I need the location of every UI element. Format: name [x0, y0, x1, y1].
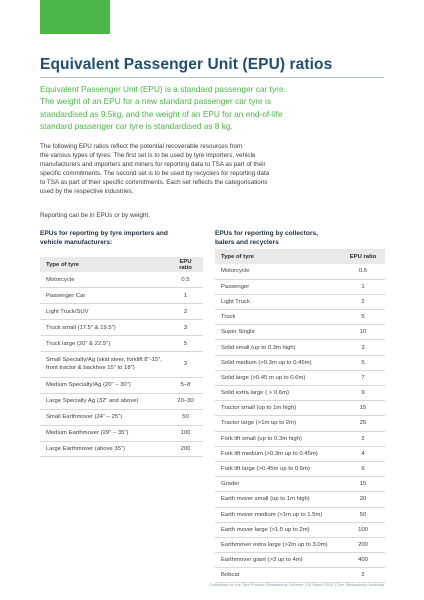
table-row	[215, 522, 385, 537]
body-line: specific commitments. The second set is to be used by recyclers for reporting data	[40, 169, 270, 177]
tyre-type-cell: Passenger	[215, 279, 341, 294]
table-row	[215, 446, 385, 461]
epu-ratio-cell: 50	[168, 409, 203, 425]
epu-ratio-cell: 5	[341, 310, 385, 325]
table-row	[215, 386, 385, 401]
page-footer: Guidelines for the Tyre Product Stewardship Scheme | 15 March 2019 | Tyre Stewardship Australia	[209, 582, 384, 587]
tyre-type-cell: Large Specialty Ag (32" and above)	[40, 393, 168, 409]
intro-line: standardised as 9.5kg, and the weight of an EPU for an end-of-life	[40, 108, 283, 119]
table-row	[215, 492, 385, 507]
epu-ratio-cell: 200	[341, 537, 385, 552]
epu-ratio-cell: 15	[341, 401, 385, 416]
tyre-type-cell: Fork lift large (>0.45m up to 0.6m)	[215, 461, 341, 476]
title-divider	[40, 77, 384, 78]
table-row	[40, 320, 203, 336]
tyre-type-cell: Earth mover large (>1.5 up to 2m)	[215, 522, 341, 537]
tyre-type-cell: Grader	[215, 477, 341, 492]
epu-ratio-cell: 9	[341, 386, 385, 401]
tyre-type-cell: Truck large (20" & 22.5")	[40, 336, 168, 352]
table-row	[40, 409, 203, 425]
epu-ratio-cell: 7	[341, 370, 385, 385]
table-row	[215, 325, 385, 340]
table-row	[215, 537, 385, 552]
tyre-type-cell: Solid medium (>0.3m up to 0.45m)	[215, 355, 341, 370]
epu-ratio-cell: 0.5	[168, 272, 203, 288]
body-line: to TSA as part of their specific commitments. Each set reflects the categorisations	[40, 178, 268, 186]
importers-heading-line: EPUs for reporting by tyre importers and	[40, 230, 168, 237]
tyre-type-cell: Passenger Car	[40, 288, 168, 304]
tyre-type-cell: Motorcycle	[215, 264, 341, 279]
epu-ratio-cell: 3	[341, 340, 385, 355]
epu-ratio-cell: 5	[168, 336, 203, 352]
tyre-type-cell: Fork lift medium (>0.3m up to 0.45m)	[215, 446, 341, 461]
recyclers-heading-line: EPUs for reporting by collectors,	[215, 230, 318, 237]
tyre-type-cell: Large Earthmover (above 35")	[40, 441, 168, 457]
table-row	[40, 351, 203, 377]
tyre-type-cell: Small Earthmover (24" – 25")	[40, 409, 168, 425]
importers-heading	[40, 229, 168, 247]
table-row	[215, 553, 385, 568]
epu-ratio-cell: 6	[341, 461, 385, 476]
table-row	[215, 355, 385, 370]
table-header-row	[215, 249, 385, 264]
table-row	[40, 377, 203, 393]
tyre-type-cell: Bobcat	[215, 568, 341, 583]
recyclers-table-body	[215, 264, 385, 583]
epu-ratio-cell: 1	[168, 288, 203, 304]
tyre-type-cell: Earthmover giant (>3 up to 4m)	[215, 553, 341, 568]
body-line: manufacturers and importers and miners for reporting data to TSA as part of their	[40, 160, 266, 168]
epu-ratio-cell: 2	[341, 568, 385, 583]
table-row	[40, 304, 203, 320]
intro-line: Equivalent Passenger Unit (EPU) is a standard passenger car tyre.	[40, 84, 286, 94]
epu-ratio-cell: 2	[168, 304, 203, 320]
epu-ratio-cell: 2	[341, 431, 385, 446]
recyclers-heading	[215, 229, 318, 247]
epu-ratio-cell: 5	[341, 355, 385, 370]
importers-table-body	[40, 272, 203, 457]
epu-ratio-cell: 10	[341, 325, 385, 340]
tyre-type-cell: Small Specialty/Ag (skid steer, forklift 8"-15", front tractor & backhoe 15" to 18")	[40, 351, 168, 377]
tyre-type-cell: Fork lift small (up to 0.3m high)	[215, 431, 341, 446]
table-row	[215, 310, 385, 325]
epu-ratio-cell: 100	[168, 425, 203, 441]
tyre-type-cell: Truck	[215, 310, 341, 325]
table-row	[40, 441, 203, 457]
epu-ratio-cell: 3	[168, 320, 203, 336]
epu-ratio-cell: 4	[341, 446, 385, 461]
table-row	[215, 401, 385, 416]
table-row	[215, 279, 385, 294]
epu-ratio-cell: 400	[341, 553, 385, 568]
epu-ratio-cell: 20–30	[168, 393, 203, 409]
epu-ratio-cell: 0.5	[341, 264, 385, 279]
body-line: used by the respective industries.	[40, 187, 134, 195]
table-row	[40, 393, 203, 409]
ratio-column-header: EPU ratio	[341, 249, 385, 264]
importers-epu-table	[40, 257, 203, 457]
table-row	[40, 288, 203, 304]
type-column-header: Type of tyre	[40, 257, 168, 272]
table-row	[215, 340, 385, 355]
recyclers-epu-table	[215, 249, 385, 583]
body-line: The following EPU ratios reflect the potential recoverable resources from	[40, 143, 243, 150]
type-column-header: Type of tyre	[215, 249, 341, 264]
tyre-type-cell: Super Single	[215, 325, 341, 340]
body-paragraph	[40, 143, 384, 196]
tyre-type-cell: Earthmover extra large (>2m up to 3.0m)	[215, 537, 341, 552]
epu-ratio-cell: 25	[341, 416, 385, 431]
brand-green-block	[40, 0, 110, 34]
recyclers-heading-line: balers and recyclers	[215, 239, 279, 246]
tyre-type-cell: Solid large (>0.45 m up to 0.6m)	[215, 370, 341, 385]
table-row	[40, 336, 203, 352]
intro-paragraph	[40, 83, 384, 132]
epu-ratio-cell: 15	[341, 477, 385, 492]
table-row	[215, 264, 385, 279]
table-row	[215, 416, 385, 431]
table-row	[40, 425, 203, 441]
epu-ratio-cell: 5–8	[168, 377, 203, 393]
epu-ratio-cell: 200	[168, 441, 203, 457]
epu-ratio-cell: 2	[341, 294, 385, 309]
epu-ratio-cell: 3	[168, 351, 203, 377]
tyre-type-cell: Earth mover medium (>1m up to 1.5m)	[215, 507, 341, 522]
epu-ratio-cell: 50	[341, 507, 385, 522]
epu-ratio-cell: 100	[341, 522, 385, 537]
table-row	[40, 272, 203, 288]
tyre-type-cell: Light Truck	[215, 294, 341, 309]
tyre-type-cell: Tractor large (>1m up to 2m)	[215, 416, 341, 431]
body-line: the various types of tyres. The first set is to be used by tyre importers, vehicle	[40, 151, 256, 159]
reporting-note: Reporting can be in EPUs or by weight.	[40, 212, 150, 219]
tyre-type-cell: Medium Specialty/Ag (20" – 30")	[40, 377, 168, 393]
tyre-type-cell: Solid extra large ( > 0.6m)	[215, 386, 341, 401]
importers-heading-line: vehicle manufacturers:	[40, 239, 113, 246]
table-row	[215, 477, 385, 492]
table-row	[215, 294, 385, 309]
intro-line: The weight of an EPU for a new standard passenger car tyre is	[40, 96, 272, 107]
tyre-type-cell: Truck small (17.5" & 19.5")	[40, 320, 168, 336]
epu-ratio-cell: 1	[341, 279, 385, 294]
epu-ratio-cell: 20	[341, 492, 385, 507]
table-row	[215, 431, 385, 446]
tyre-type-cell: Motorcycle	[40, 272, 168, 288]
table-header-row	[40, 257, 203, 272]
tyre-type-cell: Solid small (up to 0.3m high)	[215, 340, 341, 355]
table-row	[215, 370, 385, 385]
ratio-column-header: EPU ratio	[168, 257, 203, 272]
table-row	[215, 568, 385, 583]
table-row	[215, 507, 385, 522]
page-title: Equivalent Passenger Unit (EPU) ratios	[40, 56, 333, 73]
tyre-type-cell: Tractor small (up to 1m high)	[215, 401, 341, 416]
intro-line: standard passenger car tyre is standardised as 8 kg.	[40, 120, 233, 131]
tyre-type-cell: Light Truck/SUV	[40, 304, 168, 320]
table-row	[215, 461, 385, 476]
tyre-type-cell: Earth mover small (up to 1m high)	[215, 492, 341, 507]
tyre-type-cell: Medium Earthmover (29" – 35")	[40, 425, 168, 441]
